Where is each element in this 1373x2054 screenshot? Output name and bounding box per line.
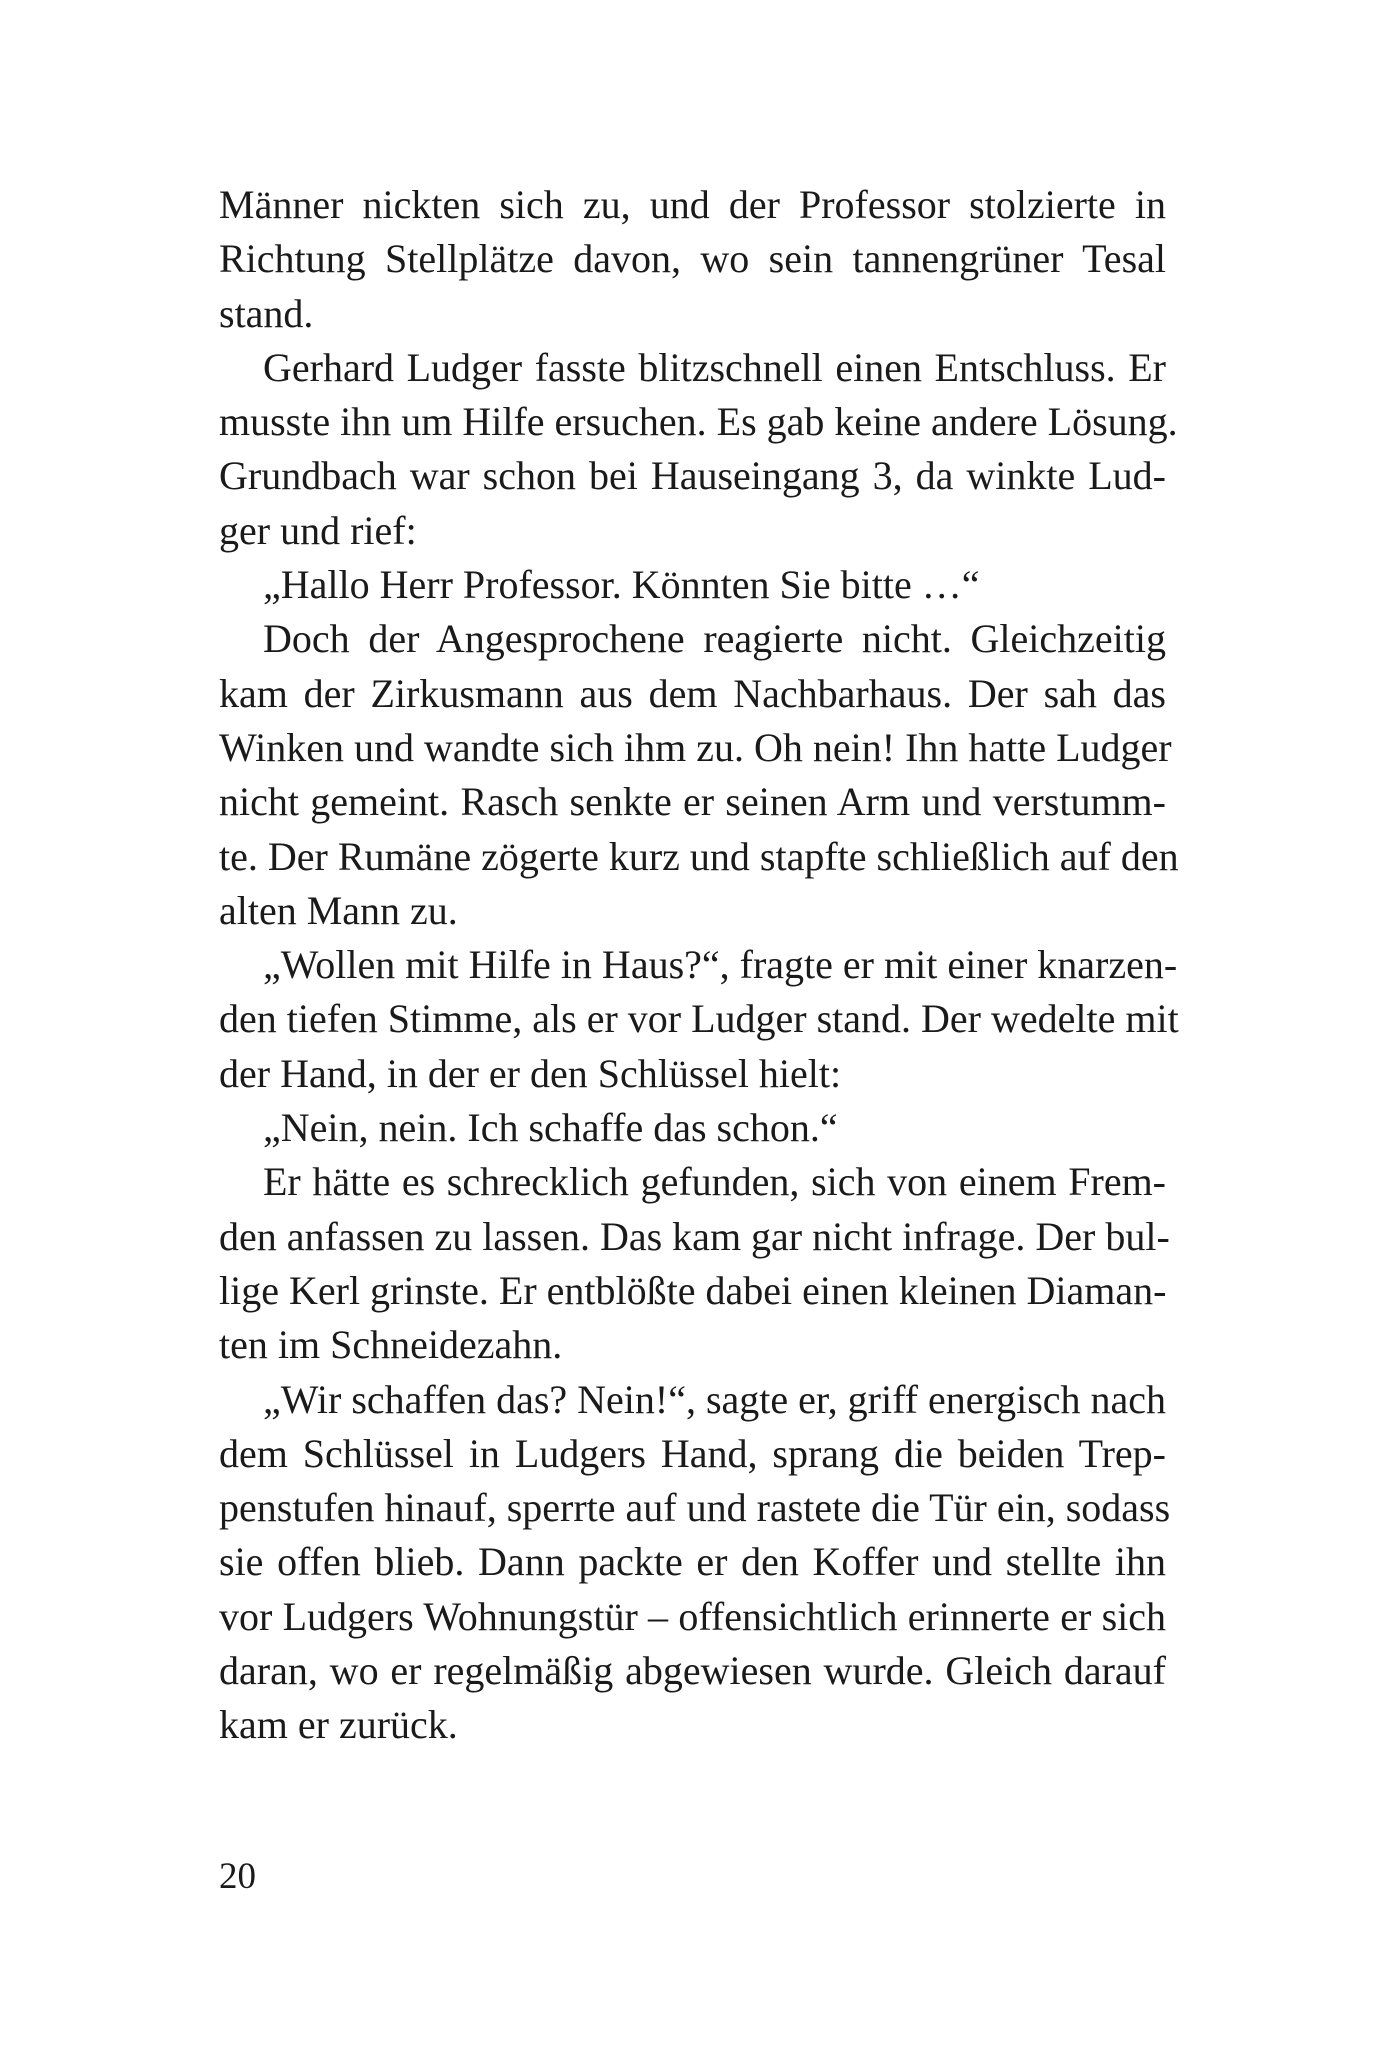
text-line: vor Ludgers Wohnungstür – offensichtlich erinnerte er sich xyxy=(219,1593,1166,1639)
text-line: daran, wo er regelmäßig abgewiesen wurde. Gleich darauf xyxy=(219,1648,1166,1694)
text-line: Richtung Stellplätze davon, wo sein tannengrüner Tesal xyxy=(219,236,1166,282)
text-line: kam der Zirkusmann aus dem Nachbarhaus. Der sah das xyxy=(219,670,1166,716)
page-number: 20 xyxy=(219,1856,256,1897)
text-line: stand. xyxy=(219,290,314,336)
text-line: te. Der Rumäne zögerte kurz und stapfte schließlich auf den xyxy=(219,833,1179,879)
text-line: sie offen blieb. Dann packte er den Koffer und stellte ihn xyxy=(219,1539,1166,1585)
text-line: kam er zurück. xyxy=(219,1702,458,1748)
text-line: „Wir schaffen das? Nein!“, sagte er, griff energisch nach xyxy=(263,1376,1167,1422)
text-line: ger und rief: xyxy=(219,507,417,553)
text-line: der Hand, in der er den Schlüssel hielt: xyxy=(219,1050,842,1096)
text-line: den tiefen Stimme, als er vor Ludger stand. Der wedelte mit xyxy=(219,996,1179,1042)
text-line: ten im Schneidezahn. xyxy=(219,1322,563,1368)
body-text xyxy=(219,178,1179,1753)
text-line: „Wollen mit Hilfe in Haus?“, fragte er mit einer knarzen- xyxy=(263,942,1178,988)
text-line: Grundbach war schon bei Hauseingang 3, da winkte Lud- xyxy=(219,453,1166,499)
text-line: Winken und wandte sich ihm zu. Oh nein! Ihn hatte Ludger xyxy=(219,724,1172,770)
text-line: musste ihn um Hilfe ersuchen. Es gab keine andere Lösung. xyxy=(219,399,1178,445)
text-line: „Nein, nein. Ich schaffe das schon.“ xyxy=(263,1105,838,1151)
text-line: Doch der Angesprochene reagierte nicht. Gleichzeitig xyxy=(263,616,1166,662)
text-line: Er hätte es schrecklich gefunden, sich von einem Frem- xyxy=(263,1159,1166,1205)
text-line: Männer nickten sich zu, und der Professor stolzierte in xyxy=(219,182,1166,227)
text-line: den anfassen zu lassen. Das kam gar nicht infrage. Der bul- xyxy=(219,1213,1170,1259)
text-line: nicht gemeint. Rasch senkte er seinen Arm und verstumm- xyxy=(219,779,1166,825)
text-line: „Hallo Herr Professor. Könnten Sie bitte …“ xyxy=(263,562,980,608)
text-line: alten Mann zu. xyxy=(219,887,458,933)
text-line: Gerhard Ludger fasste blitzschnell einen Entschluss. Er xyxy=(263,344,1166,390)
text-line: dem Schlüssel in Ludgers Hand, sprang die beiden Trep- xyxy=(219,1430,1166,1476)
text-line: penstufen hinauf, sperrte auf und rastete die Tür ein, sodass xyxy=(219,1485,1171,1531)
text-line: lige Kerl grinste. Er entblößte dabei einen kleinen Diaman- xyxy=(219,1267,1167,1313)
